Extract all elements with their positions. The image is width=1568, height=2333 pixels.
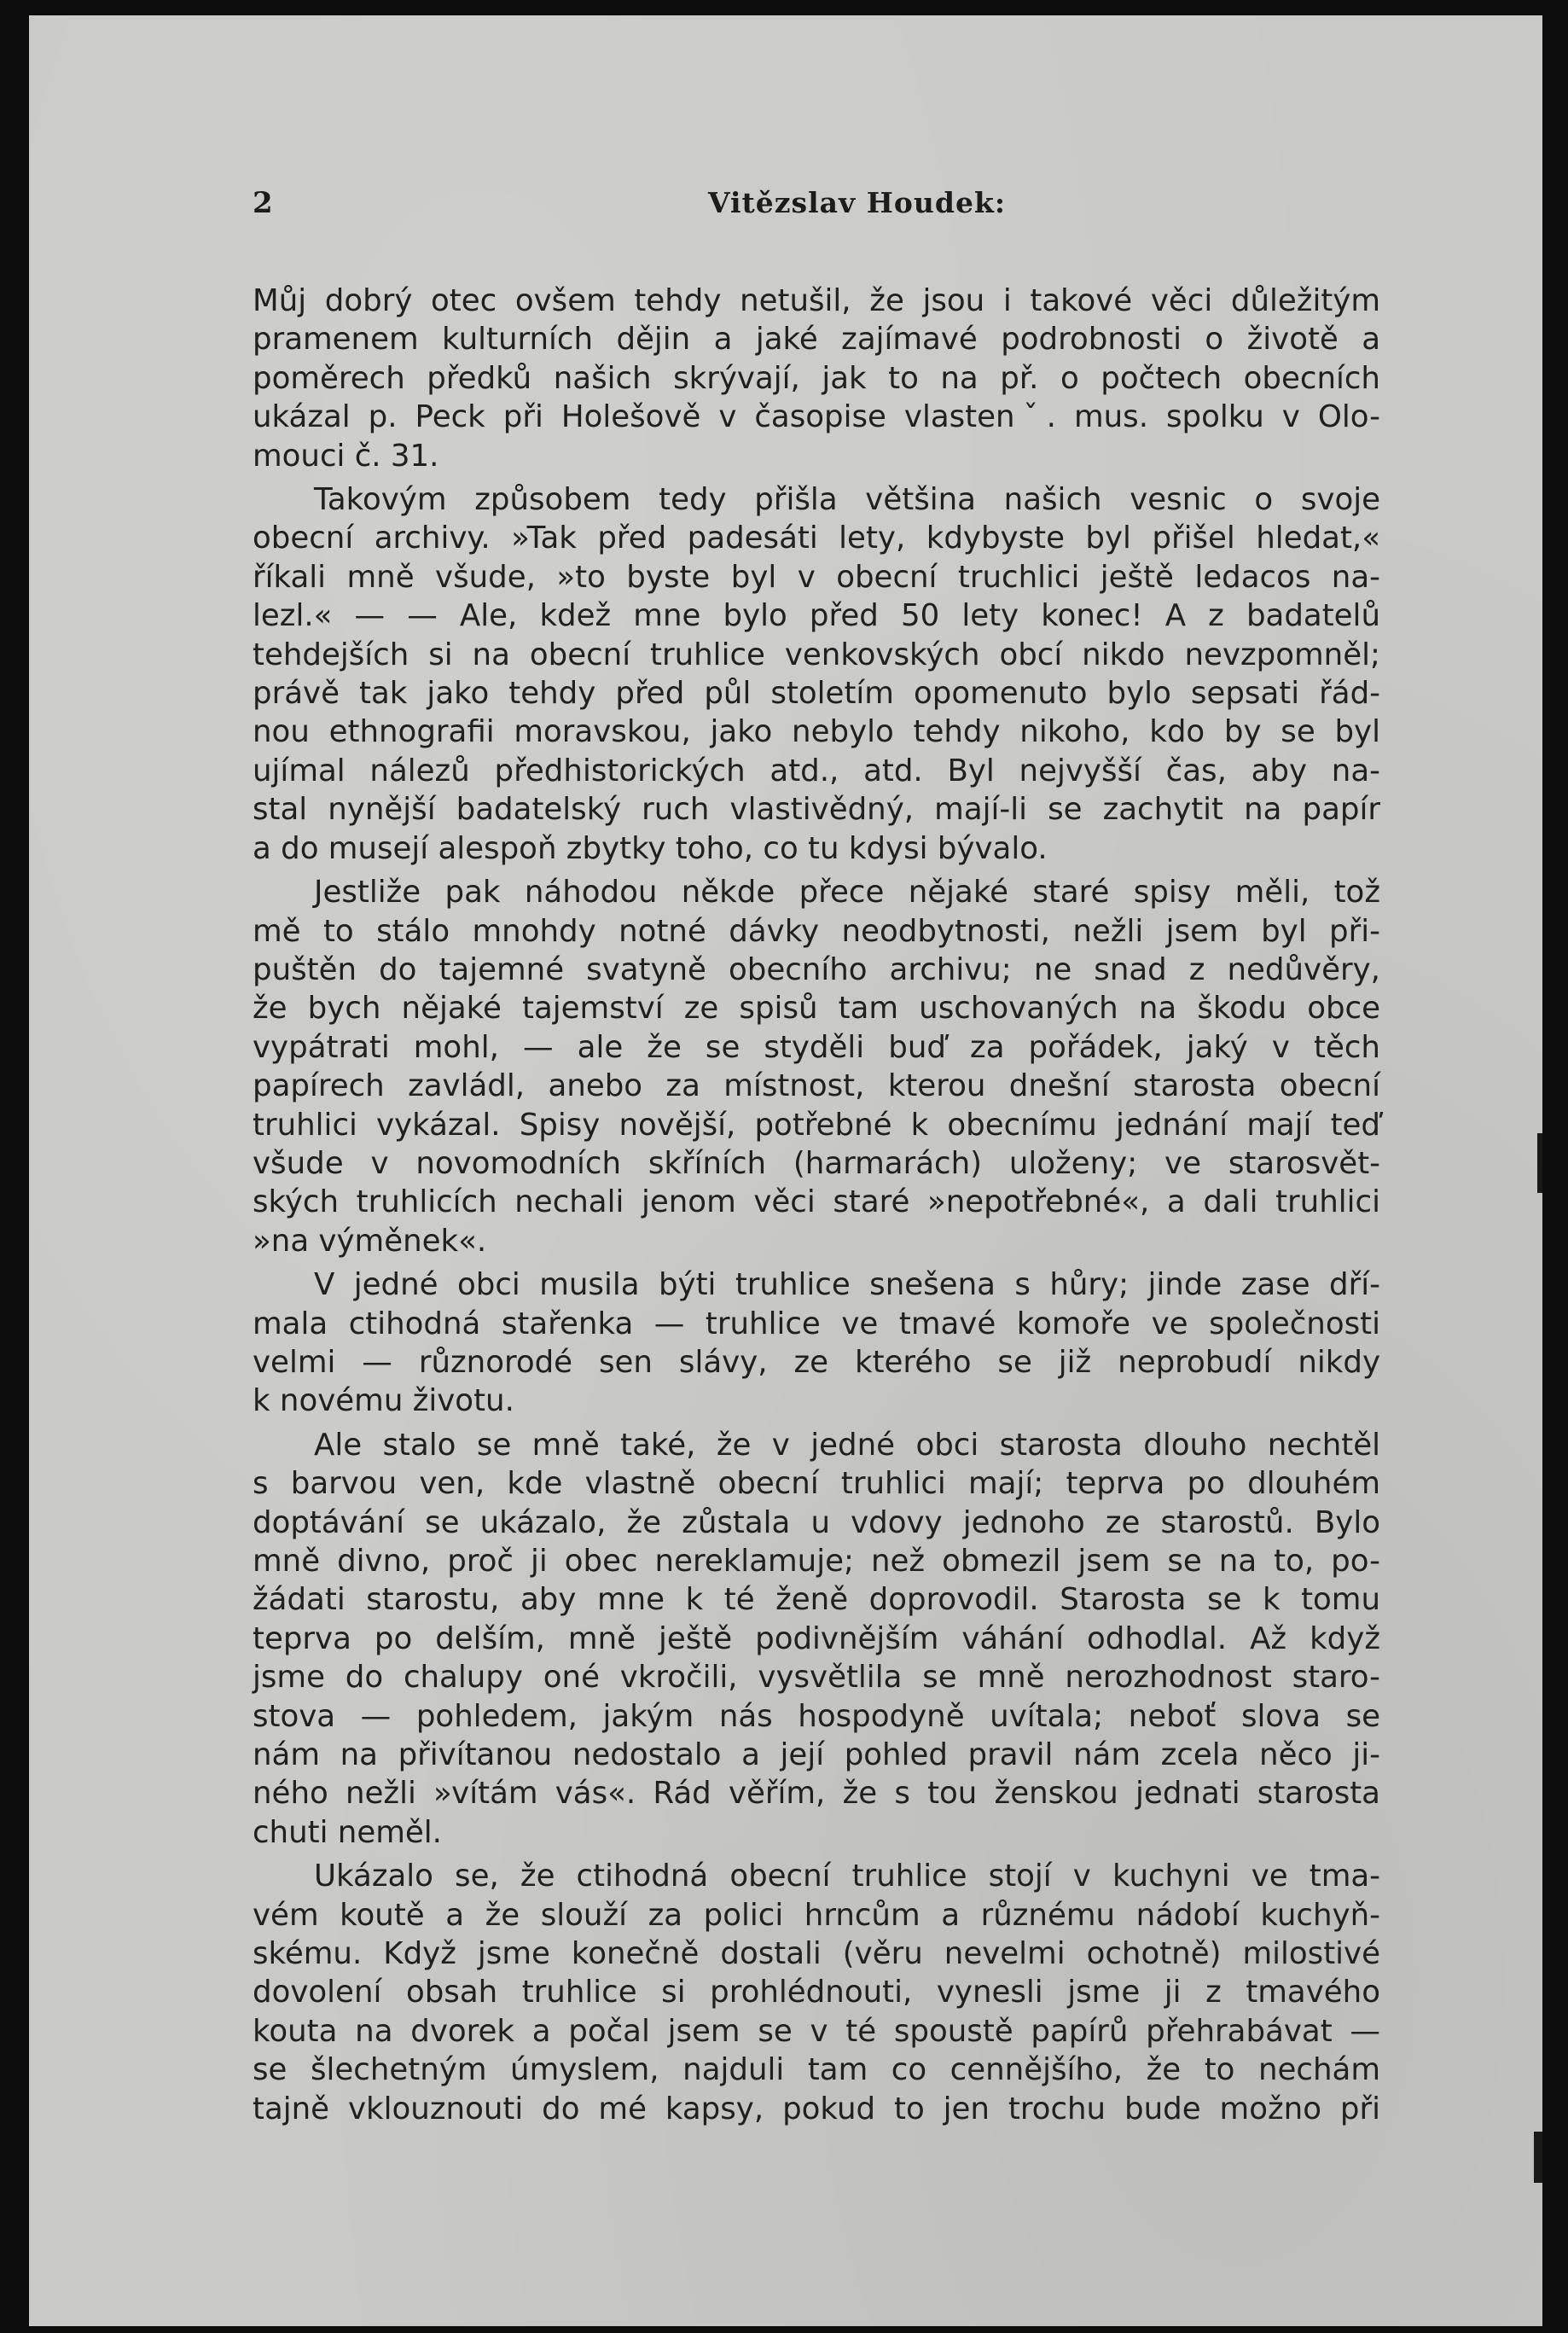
book-page <box>29 15 1542 2326</box>
text-line: skému. Když jsme konečně dostali (věru nevelmi ochotně) milostivé <box>253 1936 1380 1972</box>
text-line: mně divno, proč ji obec nereklamuje; než obmezil jsem se na to, po- <box>253 1544 1380 1579</box>
text-line: Jestliže pak náhodou někde přece nějaké staré spisy měli, tož <box>314 875 1380 911</box>
text-line: nám na přivítanou nedostalo a její pohled pravil nám zcela něco ji- <box>253 1737 1380 1773</box>
text-line: truhlici vykázal. Spisy novější, potřebné k obecnímu jednání mají teď <box>253 1107 1380 1143</box>
text-line: ukázal p. Peck při Holešově v časopise vlastenˇ. mus. spolku v Olo- <box>253 399 1380 435</box>
text-line: se šlechetným úmyslem, najduli tam co cennějšího, že to nechám <box>253 2052 1380 2088</box>
text-line: chuti neměl. <box>253 1814 442 1850</box>
text-line: stal nynější badatelský ruch vlastivědný, mají-li se zachytit na papír <box>253 792 1380 828</box>
text-line: právě tak jako tehdy před půl stoletím opomenuto bylo sepsati řád- <box>253 676 1380 712</box>
text-line: všude v novomodních skříních (harmarách) uloženy; ve starosvět- <box>253 1145 1380 1181</box>
text-line: doptávání se ukázalo, že zůstala u vdovy jednoho ze starostů. Bylo <box>253 1504 1380 1540</box>
scan-edge-mark <box>1534 2132 1542 2183</box>
text-line: mouci č. 31. <box>253 438 439 474</box>
text-line: s barvou ven, kde vlastně obecní truhlici mají; teprva po dlouhém <box>253 1466 1380 1502</box>
paragraph <box>253 1857 1380 2128</box>
text-line: ujímal nálezů předhistorických atd., atd. Byl nejvyšší čas, aby na- <box>253 753 1380 788</box>
text-line: mala ctihodná stařenka — truhlice ve tmavé komoře ve společnosti <box>253 1306 1380 1341</box>
text-line: mě to stálo mnohdy notné dávky neodbytnosti, nežli jsem byl při- <box>253 913 1380 949</box>
text-line: Ale stalo se mně také, že v jedné obci starosta dlouho nechtěl <box>314 1427 1380 1463</box>
text-line: Ukázalo se, že ctihodná obecní truhlice stojí v kuchyni ve tma- <box>314 1859 1380 1894</box>
text-line: stova — pohledem, jakým nás hospodyně uvítala; neboť slova se <box>253 1698 1380 1734</box>
page-header <box>253 186 1396 237</box>
text-line: Takovým způsobem tedy přišla většina našich vesnic o svoje <box>314 482 1380 518</box>
body-text <box>253 282 1380 2133</box>
text-line: k novému životu. <box>253 1383 514 1419</box>
text-line: jsme do chalupy oné vkročili, vysvětlila se mně nerozhodnost staro- <box>253 1660 1380 1696</box>
text-line: vém koutě a že slouží za polici hrncům a různému nádobí kuchyň- <box>253 1897 1380 1933</box>
text-line: žádati starostu, aby mne k té ženě doprovodil. Starosta se k tomu <box>253 1582 1380 1618</box>
text-line: puštěn do tajemné svatyně obecního archivu; ne snad z nedůvěry, <box>253 951 1380 987</box>
text-line: říkali mně všude, »to byste byl v obecní truchlici ještě ledacos na- <box>253 559 1380 595</box>
text-line: ských truhlicích nechali jenom věci staré »nepotřebné«, a dali truhlici <box>253 1184 1380 1220</box>
page-number: 2 <box>253 186 273 220</box>
text-line: teprva po delším, mně ještě podivnějším váhání odhodlal. Až když <box>253 1620 1380 1656</box>
text-line: »na výměnek«. <box>253 1223 487 1259</box>
text-line: a do musejí alespoň zbytky toho, co tu kdysi bývalo. <box>253 830 1048 866</box>
text-line: papírech zavládl, anebo za místnost, kterou dnešní starosta obecní <box>253 1068 1380 1104</box>
paragraph <box>253 1426 1380 1852</box>
paragraph <box>253 480 1380 868</box>
scan-edge-mark <box>1537 1133 1542 1193</box>
text-line: vypátrati mohl, — ale že se styděli buď za pořádek, jaký v těch <box>253 1029 1380 1065</box>
text-line: kouta na dvorek a počal jsem se v té spoustě papírů přehrabávat — <box>253 2013 1380 2049</box>
text-line: pramenem kulturních dějin a jaké zajímavé podrobnosti o životě a <box>253 322 1380 358</box>
text-line: tajně vklouznouti do mé kapsy, pokud to jen trochu bude možno při <box>253 2091 1380 2126</box>
text-line: velmi — různorodé sen slávy, ze kterého se již neprobudí nikdy <box>253 1344 1380 1380</box>
text-line: V jedné obci musila býti truhlice snešena s hůry; jinde zase dří- <box>314 1267 1380 1303</box>
paragraph <box>253 282 1380 475</box>
text-line: Můj dobrý otec ovšem tehdy netušil, že jsou i takové věci důležitým <box>253 283 1380 318</box>
paragraph <box>253 1265 1380 1421</box>
text-line: nou ethnografii moravskou, jako nebylo tehdy nikoho, kdo by se byl <box>253 714 1380 750</box>
text-line: dovolení obsah truhlice si prohlédnouti, vynesli jsme ji z tmavého <box>253 1975 1380 2010</box>
text-line: ného nežli »vítám vás«. Rád věřím, že s tou ženskou jednati starosta <box>253 1776 1380 1812</box>
running-head: Vitězslav Houdek: <box>708 186 1006 219</box>
paragraph <box>253 873 1380 1260</box>
text-line: tehdejších si na obecní truhlice venkovských obcí nikdo nevzpomněl; <box>253 637 1380 672</box>
text-line: lezl.« — — Ale, kdež mne bylo před 50 lety konec! A z badatelů <box>253 598 1380 634</box>
text-line: že bych nějaké tajemství ze spisů tam uschovaných na škodu obce <box>253 991 1380 1027</box>
text-line: poměrech předků našich skrývají, jak to na př. o počtech obecních <box>253 360 1380 396</box>
text-line: obecní archivy. »Tak před padesáti lety, kdybyste byl přišel hledat,« <box>253 521 1380 556</box>
